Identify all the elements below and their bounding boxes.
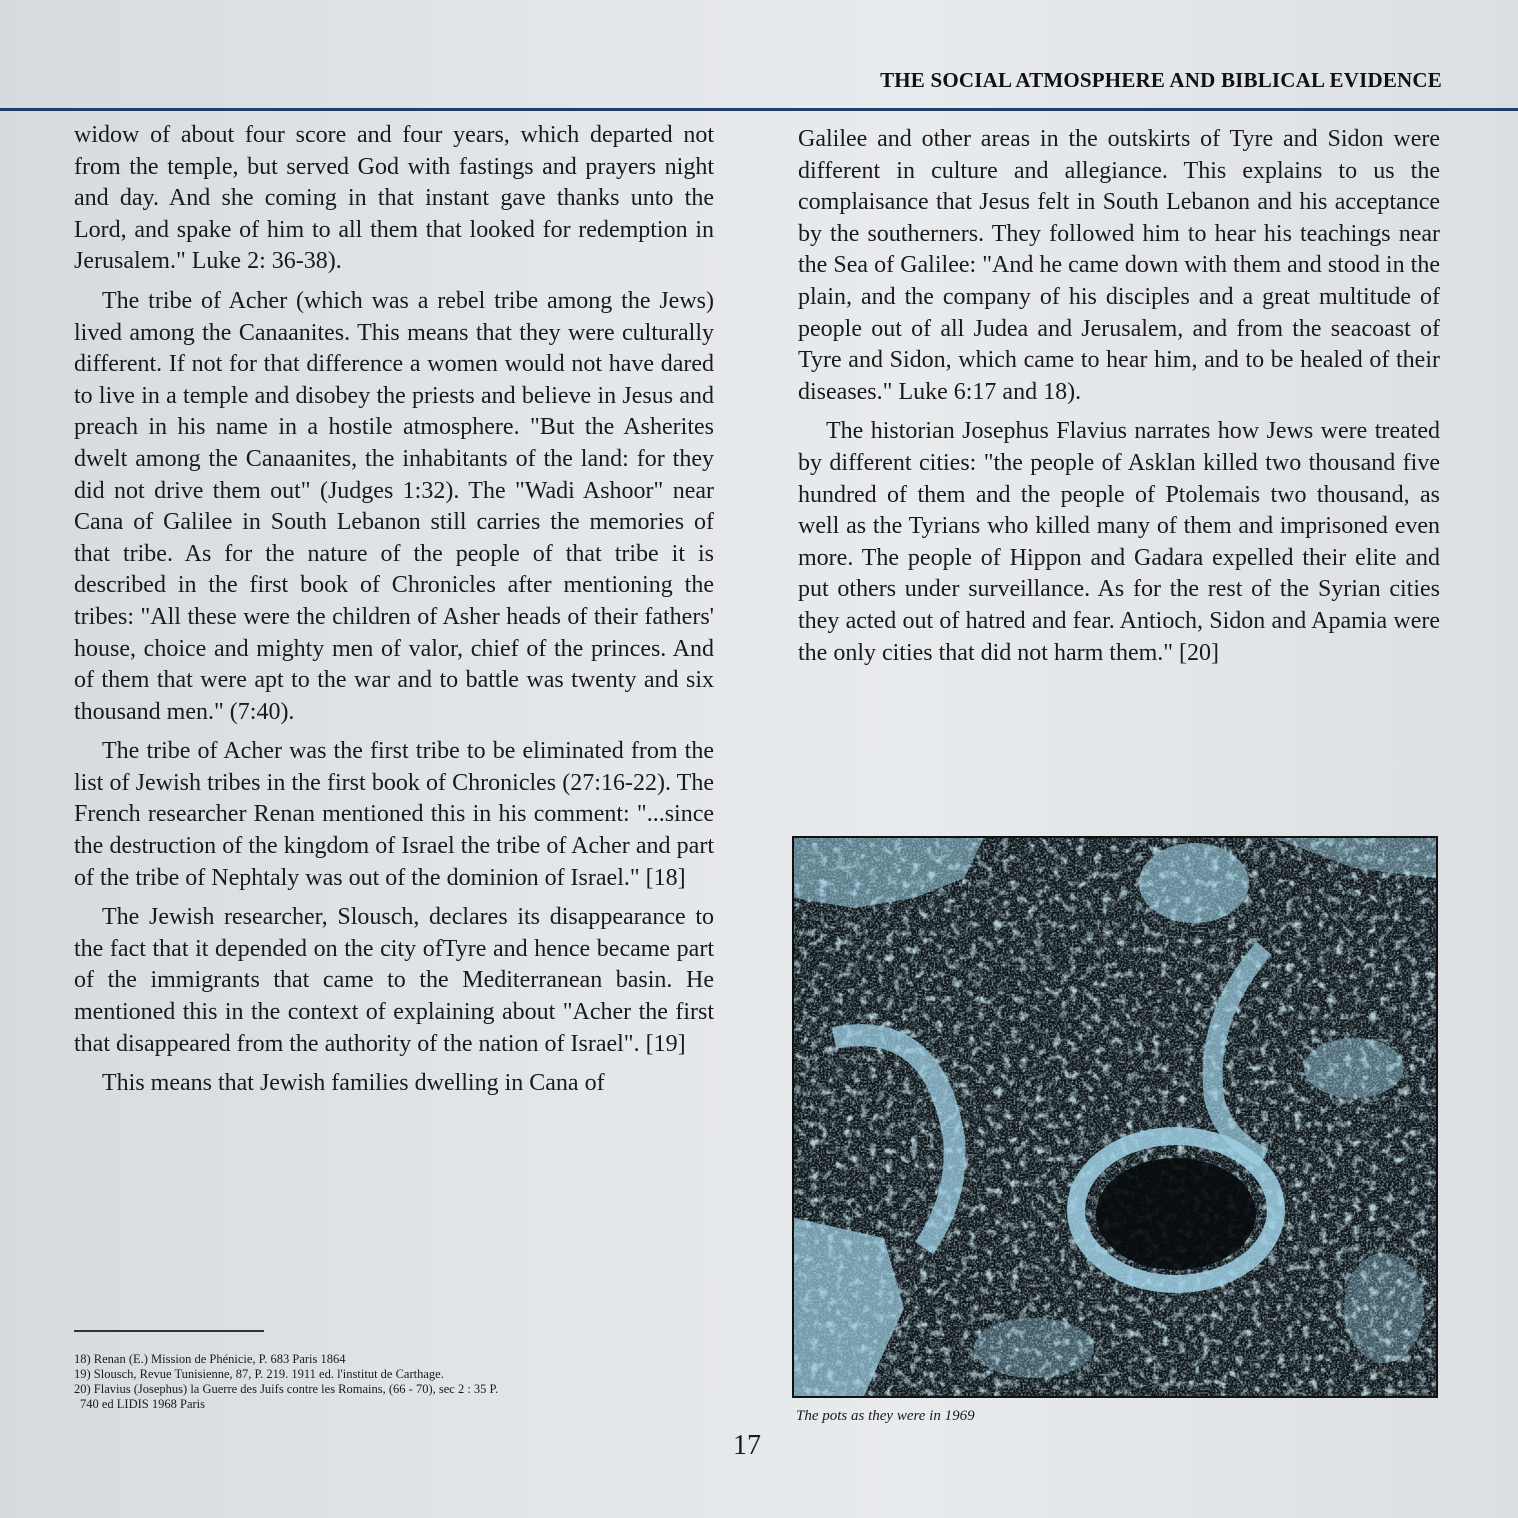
footnote: 740 ed LIDIS 1968 Paris	[80, 1397, 205, 1411]
footnote: 19) Slousch, Revue Tunisienne, 87, P. 219. 1911 ed. l'institut de Carthage.	[74, 1367, 444, 1381]
footnote-rule	[74, 1330, 264, 1332]
paragraph: This means that Jewish families dwelling in Cana of	[102, 1070, 605, 1097]
header-rule	[0, 108, 1518, 111]
paragraph: The tribe of Acher was the first tribe to be eliminated from the list of Jewish tribes in the first book of Chronicles (27:16-22). The French researcher Renan mentioned this in his comment: "...since the destruction of the kingdom of Israel the tribe of Acher and part of the tribe of Nephtaly was out of the dominion of Israel." [18]	[74, 738, 714, 891]
paragraph: The historian Josephus Flavius narrates how Jews were treated by different cities: "the people of Asklan killed two thousand five hundred of them and the people of Ptolemais two thousand, as well as the Tyrians who killed many of them and imprisoned even more. The people of Hippon and Gadara expelled their elite and put others under surveillance. As for the rest of the Syrian cities they acted out of hatred and fear. Antioch, Sidon and Apamia were the only cities that did not harm them." [20]	[798, 418, 1440, 666]
paragraph: Galilee and other areas in the outskirts of Tyre and Sidon were different in culture and allegiance. This explains to us the complaisance that Jesus felt in South Lebanon and his acceptance by the southerners. They followed him to hear his teachings near the Sea of Galilee: "And he came down with them and stood in the plain, and the company of his disciples and a great multitude of people out of all Judea and Jerusalem, and from the seacoast of Tyre and Sidon, which came to hear him, and to be healed of their diseases." Luke 6:17 and 18).	[798, 126, 1440, 405]
right-column	[798, 124, 1440, 677]
footnotes	[74, 1352, 714, 1412]
photo-image	[794, 838, 1436, 1396]
paragraph: widow of about four score and four years, which departed not from the temple, but served God with fastings and prayers night and day. And she coming in that instant gave thanks unto the Lord, and spake of him to all them that looked for redemption in Jerusalem." Luke 2: 36-38).	[74, 122, 714, 275]
photo-pots	[792, 836, 1438, 1398]
running-header: THE SOCIAL ATMOSPHERE AND BIBLICAL EVIDENCE	[880, 68, 1442, 92]
paragraph: The tribe of Acher (which was a rebel tribe among the Jews) lived among the Canaanites. This means that they were culturally different. If not for that difference a women would not have dared to live in a temple and disobey the priests and believe in Jesus and preach in his name in a hostile atmosphere. "But the Asherites dwelt among the Canaanites, the inhabitants of the land: for they did not drive them out" (Judges 1:32). The "Wadi Ashoor" near Cana of Galilee in South Lebanon still carries the memories of that tribe. As for the nature of the people of that tribe it is described in the first book of Chronicles after mentioning the tribes: "All these were the children of Asher heads of their fathers' house, choice and mighty men of valor, chief of the princes. And of them that were apt to the war and to battle was twenty and six thousand men." (7:40).	[74, 287, 714, 725]
page-number: 17	[733, 1430, 761, 1461]
left-column	[74, 120, 714, 1108]
footnote: 18) Renan (E.) Mission de Phénicie, P. 683 Paris 1864	[74, 1352, 346, 1366]
paragraph: The Jewish researcher, Slousch, declares its disappearance to the fact that it depended on the city ofTyre and hence became part of the immigrants that came to the Mediterranean basin. He mentioned this in the context of explaining about "Acher the first that disappeared from the authority of the nation of Israel". [19]	[74, 904, 714, 1057]
footnote: 20) Flavius (Josephus) la Guerre des Juifs contre les Romains, (66 - 70), sec 2 : 35 P.	[74, 1382, 499, 1396]
photo-caption: The pots as they were in 1969	[796, 1408, 975, 1424]
